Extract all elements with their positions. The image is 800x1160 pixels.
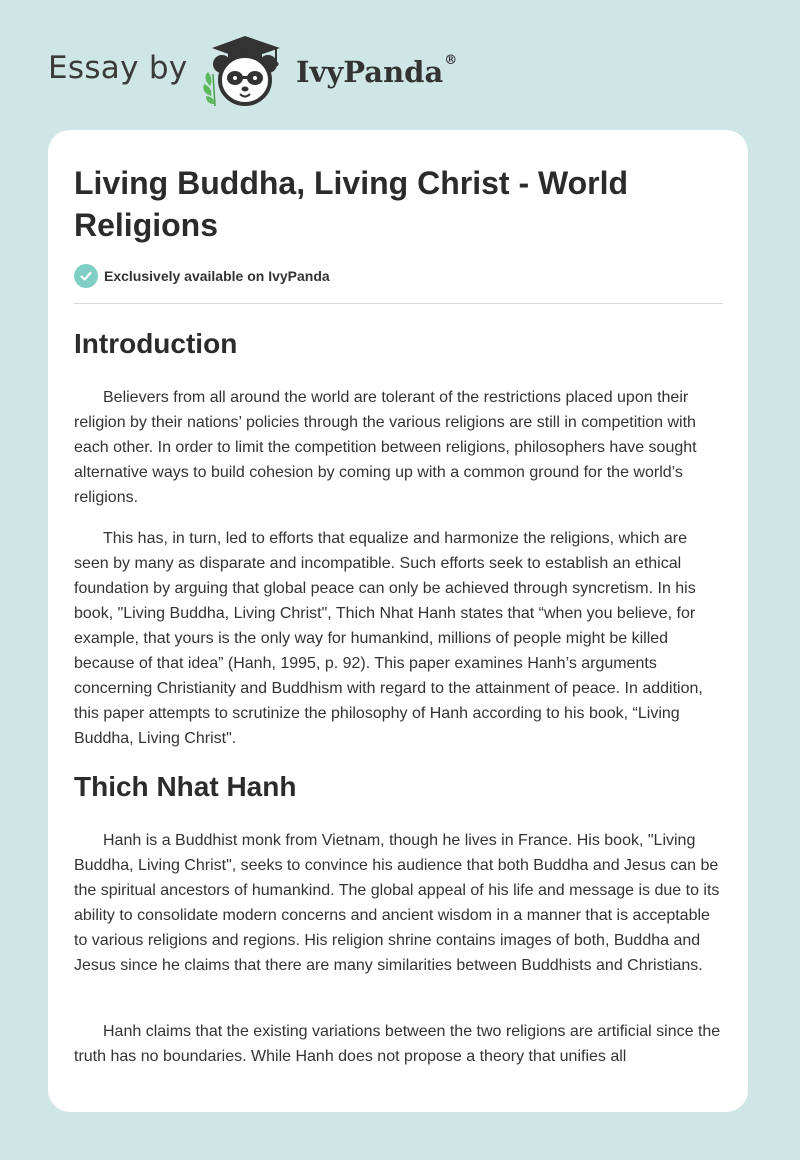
- hanh-paragraph-1: Hanh is a Buddhist monk from Vietnam, though he lives in France. His book, "Living Buddha, Living Christ", seeks to convince his audience that both Buddha and Jesus can be the spiritual ancestors of humankind. The global appeal of his life and message is due to its ability to consolidate modern concerns and ancient wisdom in a manner that is acceptable to various religions and regions. His religion shrine contains images of both, Buddha and Jesus since he claims that there are many similarities between Buddhists and Christians.: [74, 832, 720, 974]
- intro-paragraph-1: Believers from all around the world are tolerant of the restrictions placed upon their religion by their nations’ policies through the various religions are still in competition with each other. In order to limit the competition between religions, philosophers have sought alternative ways to build cohesion by coming up with a common ground for the world’s religions.: [74, 389, 697, 506]
- site-header: [0, 0, 800, 130]
- essay-title: Living Buddha, Living Christ - World Religions: [74, 165, 629, 243]
- title-divider: [74, 303, 723, 304]
- exclusive-badge: [74, 263, 330, 289]
- check-icon: [74, 264, 98, 288]
- brand-name: [296, 55, 457, 89]
- registered-mark: ®: [444, 53, 458, 68]
- section-heading-thich-nhat-hanh: Thich Nhat Hanh: [74, 771, 297, 802]
- hanh-paragraph-2: Hanh claims that the existing variations between the two religions are artificial since the truth has no boundaries. While Hanh does not propose a theory that unifies all: [74, 1023, 721, 1065]
- panda-graduate-icon: [200, 34, 290, 110]
- essay-by-label: Essay by: [48, 50, 188, 86]
- section-heading-introduction: Introduction: [74, 328, 238, 359]
- intro-paragraph-2: This has, in turn, led to efforts that equalize and harmonize the religions, which are seen by many as disparate and incompatible. Such efforts seek to establish an ethical foundation by arguing that global peace can only be achieved through syncretism. In his book, "Living Buddha, Living Christ", Thich Nhat Hanh states that “when you believe, for example, that yours is the only way for humankind, millions of people might be killed because of that idea” (Hanh, 1995, p. 92). This paper examines Hanh’s arguments concerning Christianity and Buddhism with regard to the attainment of peace. In addition, this paper attempts to scrutinize the philosophy of Hanh according to his book, “Living Buddha, Living Christ".: [74, 530, 703, 747]
- essay-card: [48, 130, 748, 1112]
- exclusive-label: Exclusively available on IvyPanda: [104, 268, 330, 284]
- brand-text: IvyPanda: [296, 55, 444, 89]
